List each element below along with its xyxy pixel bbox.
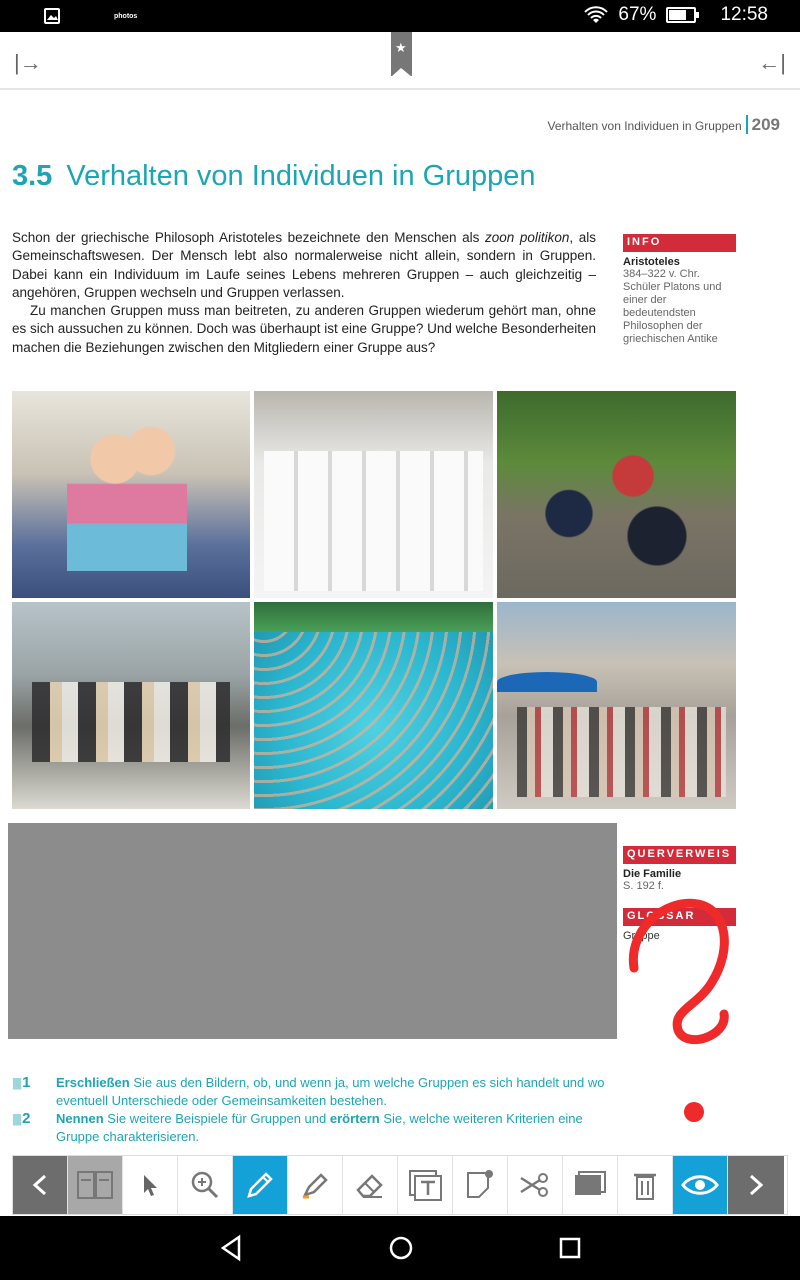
task-2-text: Sie weitere Beispiele für Gruppen und — [103, 1111, 330, 1126]
photo-family — [12, 391, 250, 598]
system-navigation-bar — [0, 1216, 800, 1280]
intro-text — [12, 229, 596, 357]
task-1-number: 1 — [22, 1074, 31, 1091]
gallery-icon — [44, 8, 60, 24]
running-head — [547, 115, 780, 135]
star-icon: ★ — [395, 40, 407, 55]
glossar-box — [623, 908, 736, 943]
text-box-tool-button[interactable] — [398, 1156, 453, 1214]
highlighter-tool-button[interactable] — [288, 1156, 343, 1214]
task-2: |||||| 2 Nennen Sie weitere Beispiele für Gruppen und erörtern Sie, welche weiteren Kriterien eine Gruppe charakterisieren. — [12, 1110, 583, 1144]
page-layout-button[interactable] — [68, 1156, 123, 1214]
status-bar — [0, 0, 800, 32]
bookmark-button[interactable] — [391, 32, 412, 76]
back-icon[interactable] — [219, 1234, 243, 1262]
view-toggle-button[interactable] — [673, 1156, 728, 1214]
info-text: 384–322 v. Chr. Schüler Platons und einer der bedeutendsten Philosophen der griechischen Antike — [623, 268, 722, 345]
eraser-tool-button[interactable] — [343, 1156, 398, 1214]
delete-button[interactable] — [618, 1156, 673, 1214]
photos-app-icon: photos — [114, 12, 138, 20]
annotation-toolbar — [12, 1155, 788, 1215]
glossar-tag: GLOSSAR — [623, 908, 736, 926]
photo-youth-group — [497, 391, 736, 598]
chapter-number: 3.5 — [12, 160, 53, 192]
info-tag: INFO — [623, 234, 736, 252]
task-1: |||||| 1 Erschließen Sie aus den Bildern, ob, und wenn ja, um welche Gruppen es sich handelt und wo eventuell Unterschiede oder Gemeinsamkeiten bestehen. — [12, 1074, 605, 1108]
intro-paragraph-1: Schon der griechische Philosoph Aristoteles bezeichnete den Menschen als zoon politikon, als Gemeinschaftswesen. Der Mensch lebt also normalerweise nicht allein, sondern in Gruppen. Dabei kann ein Individuum im Laufe seines Lebens mehreren Gruppen – auch gleichzeitig – angehören, Gruppen wechseln und Gruppen verlassen. — [12, 230, 597, 300]
running-head-title: Verhalten von Individuen in Gruppen — [547, 119, 742, 133]
task-2-number: 2 — [22, 1110, 31, 1127]
pen-tool-button[interactable] — [233, 1156, 288, 1214]
expand-right-icon[interactable]: ←| — [758, 50, 786, 75]
page-number: 209 — [746, 115, 780, 134]
wifi-icon — [584, 5, 608, 25]
task-list — [12, 1074, 612, 1146]
task-2-verb-2: erörtern — [329, 1111, 380, 1126]
task-1-text: Sie aus den Bildern, ob, und wenn ja, um welche Gruppen es sich handelt und wo eventuell Unterschiede oder Gemeinsamkeiten bestehen. — [56, 1075, 605, 1108]
querverweis-box — [623, 846, 736, 893]
note-icon — [463, 1168, 497, 1202]
photo-swimming-pool — [254, 602, 493, 809]
task-1-verb: Erschließen — [56, 1075, 130, 1090]
highlighter-icon — [299, 1169, 331, 1201]
eye-icon — [681, 1173, 719, 1197]
next-page-button[interactable] — [728, 1156, 784, 1214]
trash-icon — [631, 1169, 659, 1201]
photo-grid — [12, 391, 736, 809]
prev-page-button[interactable] — [13, 1156, 68, 1214]
clock: 12:58 — [720, 4, 768, 25]
chevron-right-icon — [746, 1173, 766, 1197]
recents-icon[interactable] — [558, 1234, 582, 1262]
chapter-title: Verhalten von Individuen in Gruppen — [66, 160, 536, 192]
intro-paragraph-2: Zu manchen Gruppen muss man beitreten, zu anderen Gruppen wiederum gehört man, ohne es sich aussuchen zu können. Doch was überhaupt ist eine Gruppe? Und welche Besonderheiten machen die Beziehungen zwischen den Mitgliedern einer Gruppe aus? — [12, 303, 596, 355]
text-box-icon — [407, 1168, 443, 1202]
querverweis-text: S. 192 f. — [623, 880, 664, 892]
expand-left-icon[interactable]: |→ — [14, 50, 42, 75]
task-2-verb: Nennen — [56, 1111, 104, 1126]
pointer-icon — [139, 1172, 161, 1198]
chapter-heading — [12, 160, 536, 193]
zoom-tool-button[interactable] — [178, 1156, 233, 1214]
photo-doctors — [254, 391, 493, 598]
pen-icon — [244, 1169, 276, 1201]
querverweis-title[interactable]: Die Familie — [623, 868, 682, 880]
page-layout-icon — [75, 1168, 115, 1202]
home-icon[interactable] — [388, 1234, 414, 1262]
screen-icon — [572, 1169, 608, 1201]
reader-top-bar — [0, 32, 800, 90]
note-tool-button[interactable] — [453, 1156, 508, 1214]
chevron-left-icon — [30, 1173, 50, 1197]
photo-shopping-street — [497, 602, 736, 809]
task-2-text-2: Sie, welche weiteren Kriterien eine Gruppe charakterisieren. — [56, 1111, 583, 1144]
select-tool-button[interactable] — [123, 1156, 178, 1214]
eraser-icon — [354, 1169, 386, 1201]
battery-icon — [666, 7, 696, 23]
glossar-entry[interactable]: Gruppe — [623, 930, 660, 942]
info-box — [623, 234, 736, 346]
battery-percent: 67% — [618, 4, 657, 25]
screen-tool-button[interactable] — [563, 1156, 618, 1214]
querverweis-tag: QUERVERWEIS — [623, 846, 736, 864]
info-title: Aristoteles — [623, 256, 680, 268]
photo-classroom — [12, 602, 250, 809]
scissors-icon — [518, 1170, 552, 1200]
scissors-tool-button[interactable] — [508, 1156, 563, 1214]
zoom-icon — [190, 1170, 220, 1200]
hidden-content-block — [8, 823, 617, 1039]
